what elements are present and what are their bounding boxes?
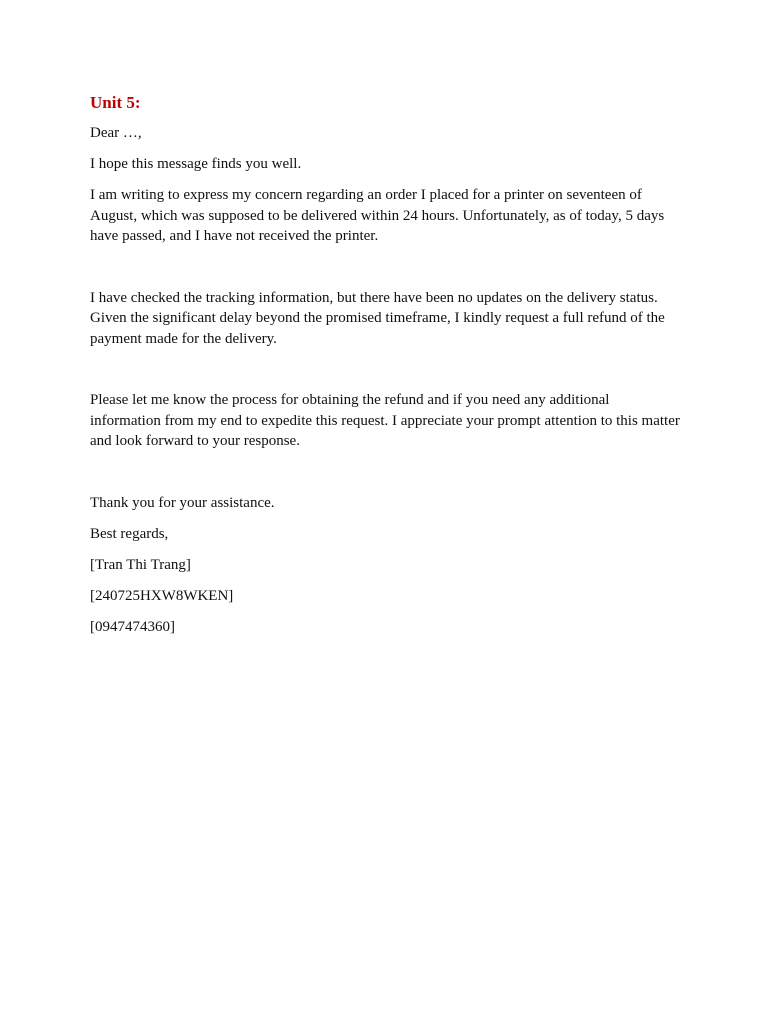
letter-body [90, 91, 680, 648]
signature-name: [Tran Thi Trang] [90, 556, 191, 573]
paragraph-order-concern: I am writing to express my concern regarding an order I placed for a printer on seventeen of August, which was supposed to be delivered within 24 hours. Unfortunately, as of today, 5 days have passed, and I have not received the printer. [90, 187, 665, 244]
paragraph-process-inquiry: Please let me know the process for obtaining the refund and if you need any additional information from my end to expedite this request. I appreciate your prompt attention to this matter and look forward to your response. [90, 392, 680, 449]
page-title: Unit 5: [90, 93, 141, 112]
closing-line: Best regards, [90, 525, 169, 542]
paragraph-refund-request: I have checked the tracking information, but there have been no updates on the delivery status. Given the significant delay beyond the promised timeframe, I kindly request a full refund of the payment made for the delivery. [90, 289, 665, 347]
signature-id: [240725HXW8WKEN] [90, 587, 234, 604]
signature-phone: [0947474360] [90, 618, 175, 635]
thanks-line: Thank you for your assistance. [90, 494, 275, 511]
opening-line: I hope this message finds you well. [90, 156, 302, 172]
greeting: Dear …, [90, 125, 142, 141]
